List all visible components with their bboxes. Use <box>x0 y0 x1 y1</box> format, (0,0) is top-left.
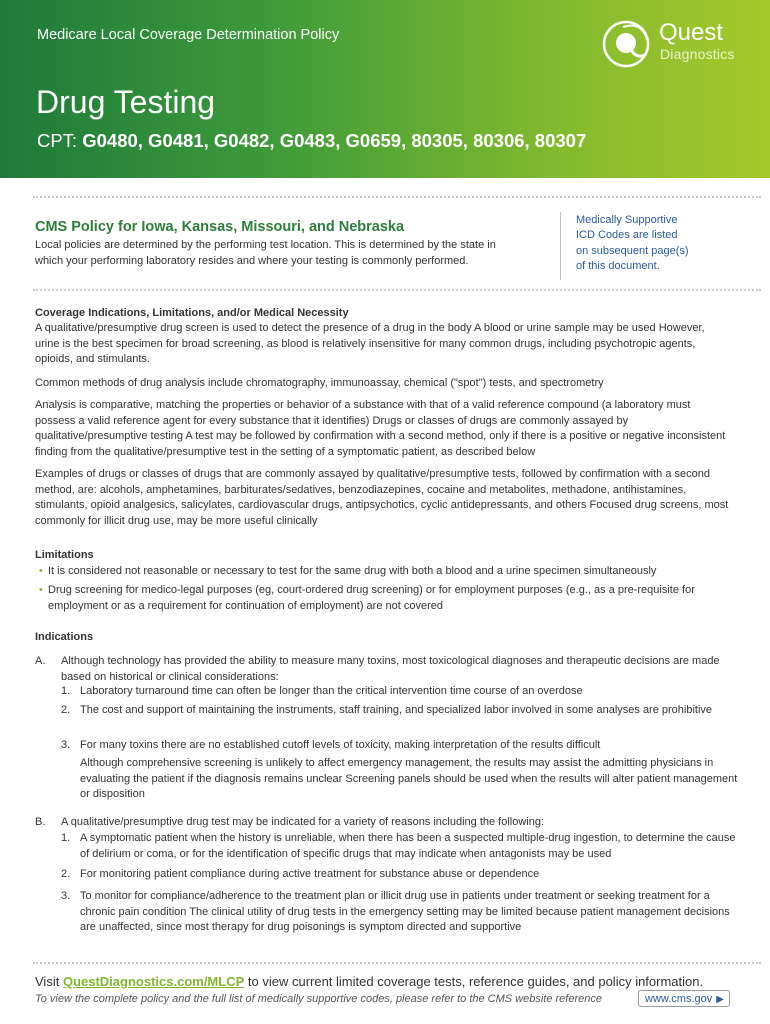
list-marker: 1. <box>61 685 71 697</box>
icd-note <box>576 213 716 274</box>
bullet-mark: • <box>39 584 43 596</box>
play-arrow-icon: ▶ <box>716 994 724 1005</box>
list-item-text: A qualitative/presumptive drug test may be indicated for a variety of reasons including the following: <box>61 816 545 828</box>
footer-visit-line <box>35 974 703 989</box>
cms-website-label: www.cms.gov <box>645 993 713 1005</box>
list-item-text: It is considered not reasonable or necessary to test for the same drug with both a blood and a urine specimen simultaneously <box>48 565 657 577</box>
list-item-text: A symptomatic patient when the history is unreliable, when there has been a suspected multiple-drug ingestion, to determine the cause of delirium or coma, or for the identification of specific drugs that may indicate when antagonists may be used <box>80 832 736 860</box>
cpt-label: CPT: <box>37 130 78 151</box>
coverage-paragraph: Analysis is comparative, matching the properties or behavior of a substance with that of a valid reference compound (a laboratory must possess a valid reference agent for every substance that it identifies) Drugs or classes of drugs are commonly assayed by qualitative/presumptive testing A test may be followed by confirmation with a second method, only if there is a positive or negative inconsistent finding from the qualitative/presumptive test in the setting of a symptomatic patient, as described below <box>35 399 726 458</box>
list-item-text: Laboratory turnaround time can often be longer than the critical intervention time course of an overdose <box>80 685 583 697</box>
list-marker: 2. <box>61 704 71 716</box>
list-marker: 2. <box>61 868 71 880</box>
dotted-divider <box>33 962 761 964</box>
list-item-text: Although technology has provided the ability to measure many toxins, most toxicological diagnoses and therapeutic decisions are made based on historical or clinical considerations: <box>61 655 720 683</box>
cms-website-button[interactable] <box>638 990 730 1007</box>
cms-policy-text: Local policies are determined by the performing test location. This is determined by the state in which your performing laboratory resides and where your testing is commonly performed. <box>35 239 496 267</box>
list-marker: B. <box>35 816 46 828</box>
footer-visit-word: Visit <box>35 974 60 989</box>
quest-logo-icon <box>601 19 651 69</box>
coverage-paragraph: Examples of drugs or classes of drugs that are commonly assayed by qualitative/presumptive tests, followed by confirmation with a second method, are: alcohols, amphetamines, barbiturates/sedatives, benzodiazepines, cocaine and metabolites, methadone, antihistamines, stimulants, opioid analgesics, salicylates, cardiovascular drugs, antipsychotics, cyclic antidepressants, and others Focused drug screens, most commonly for illicit drug use, may be more useful clinically <box>35 468 729 527</box>
list-item-text: For many toxins there are no established cutoff levels of toxicity, making interpretation of the results difficult <box>80 739 601 751</box>
mlcp-link[interactable]: QuestDiagnostics.com/MLCP <box>62 974 245 989</box>
limitations-heading: Limitations <box>35 549 94 561</box>
header-banner <box>0 0 770 178</box>
cms-policy-title: CMS Policy for Iowa, Kansas, Missouri, and Nebraska <box>35 219 405 235</box>
document-type: Medicare Local Coverage Determination Policy <box>37 27 340 43</box>
list-marker: 1. <box>61 832 71 844</box>
list-item-text: The cost and support of maintaining the instruments, staff training, and specialized labor involved in some analyses are prohibitive <box>80 704 713 716</box>
bullet-mark: • <box>39 565 43 577</box>
dotted-divider <box>33 196 761 198</box>
vertical-divider <box>560 212 561 280</box>
quest-logo <box>601 19 761 69</box>
footer-visit-rest: to view current limited coverage tests, reference guides, and policy information. <box>247 974 704 989</box>
list-item-text: To monitor for compliance/adherence to the treatment plan or illicit drug use in patients under treatment or seeking treatment for a chronic pain condition The clinical utility of drug tests in the emergency setting may be limited because patient management decisions are unaffected, since most therapy for drug poisonings is symptom directed and supportive <box>80 890 730 933</box>
logo-name: Quest <box>659 19 724 46</box>
footer-reference-note: To view the complete policy and the full list of medically supportive codes, please refer to the CMS website reference <box>35 993 602 1005</box>
icd-note-line: ICD Codes are listed <box>576 229 678 242</box>
cpt-code-list: G0480, G0481, G0482, G0483, G0659, 80305, 80306, 80307 <box>82 130 587 151</box>
cpt-codes <box>37 130 586 152</box>
icd-note-line: Medically Supportive <box>576 214 678 226</box>
list-marker: A. <box>35 655 46 667</box>
page-title: Drug Testing <box>36 84 216 120</box>
coverage-heading: Coverage Indications, Limitations, and/or Medical Necessity <box>35 307 349 319</box>
list-marker: 3. <box>61 890 71 902</box>
coverage-paragraph: A qualitative/presumptive drug screen is used to detect the presence of a drug in the body A blood or urine sample may be used However, urine is the best specimen for broad screening, as blood is relatively insensitive for many common drugs, including psychotropic agents, opioids, and stimulants. <box>35 322 705 365</box>
coverage-paragraph: Common methods of drug analysis include chromatography, immunoassay, chemical ("spot") tests, and spectrometry <box>35 377 604 389</box>
icd-note-line: on subsequent page(s) <box>576 244 689 257</box>
logo-subtitle: Diagnostics <box>660 46 735 62</box>
indications-note: Although comprehensive screening is unlikely to affect emergency management, the results may assist the admitting physicians in evaluating the patient if the diagnosis remains unclear Screening panels should be used when the results will alter patient management or disposition <box>80 757 738 800</box>
icd-note-line: of this document. <box>576 259 660 272</box>
dotted-divider <box>33 289 761 291</box>
indications-heading: Indications <box>35 631 94 643</box>
list-marker: 3. <box>61 739 71 751</box>
list-item-text: Drug screening for medico-legal purposes (eg, court-ordered drug screening) or for employment purposes (e.g., as a pre-requisite for employment or as a requirement for continuation of employment) are not covered <box>48 584 695 612</box>
list-item-text: For monitoring patient compliance during active treatment for substance abuse or dependence <box>80 868 540 880</box>
